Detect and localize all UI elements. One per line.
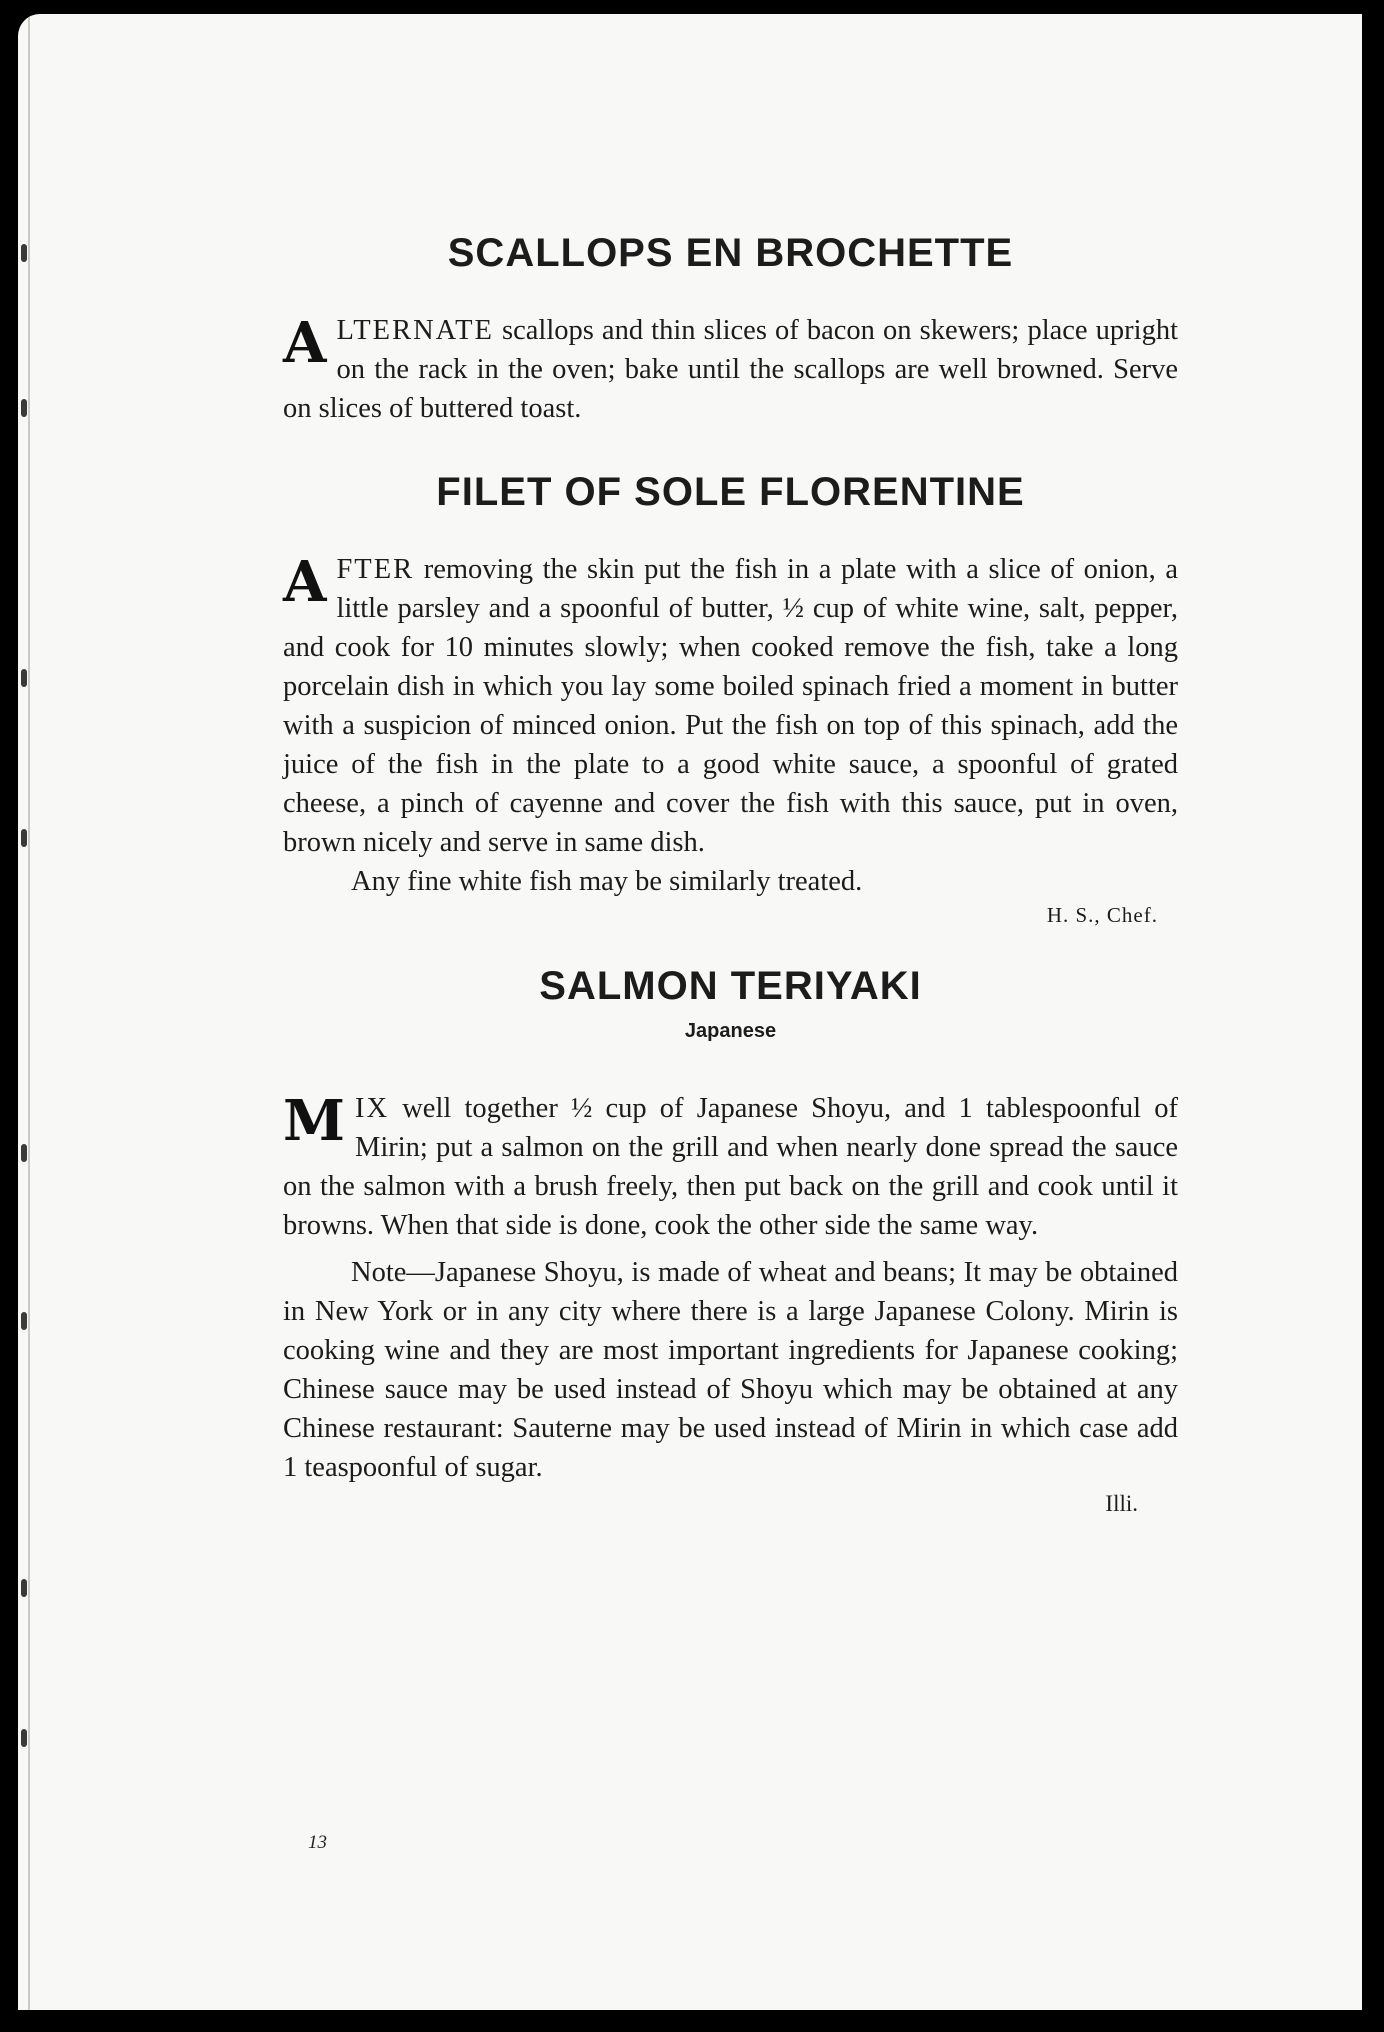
binding-stitch xyxy=(21,669,27,687)
drop-cap: M xyxy=(283,1088,345,1154)
recipe-text: scallops and thin slices of bacon on skewers; place upright on the rack in the oven; bake until the scallops are well browned. Serve on slices of buttered toast. xyxy=(283,315,1178,424)
recipe-body xyxy=(283,1089,1178,1245)
recipe-title: FILET OF SOLE FLORENTINE xyxy=(436,470,1025,514)
recipe-extra: Any fine white fish may be similarly treated. xyxy=(351,866,863,897)
binding-stitch xyxy=(21,1579,27,1597)
page-content xyxy=(283,229,1178,1517)
recipe-salmon-teriyaki xyxy=(283,962,1178,1517)
recipe-text: well together ½ cup of Japanese Shoyu, and 1 tablespoonful of Mirin; put a salmon on the grill and when nearly done spread the sauce on the salmon with a brush freely, then put back on the grill and cook until it browns. When that side is done, cook the other side the same way. xyxy=(283,1093,1178,1241)
drop-cap: A xyxy=(283,549,327,615)
book-page xyxy=(18,14,1362,2010)
recipe-scallops xyxy=(283,229,1178,428)
recipe-note: Note—Japanese Shoyu, is made of wheat and beans; It may be obtained in New York or in any city where there is a large Japanese Colony. Mirin is cooking wine and they are most important ingredients for Japanese cooking; Chinese sauce may be used instead of Shoyu which may be obtained at any Chinese restaurant: Sauterne may be used instead of Mirin in which case add 1 teaspoonful of sugar. xyxy=(283,1257,1178,1483)
binding-stitch xyxy=(21,1144,27,1162)
recipe-filet-of-sole xyxy=(283,468,1178,928)
recipe-text: removing the skin put the fish in a plate with a slice of onion, a little parsley and a spoonful of butter, ½ cup of white wine, salt, pepper, and cook for 10 minutes slowly; when cooked remove the fish, take a long porcelain dish in which you lay some boiled spinach fried a moment in butter with a suspicion of minced onion. Put the fish on top of this spinach, add the juice of the fish in the plate to a good white sauce, a spoonful of grated cheese, a pinch of cayenne and cover the fish with this sauce, put in oven, brown nicely and serve in same dish. xyxy=(283,554,1178,858)
recipe-body xyxy=(283,550,1178,862)
recipe-title: SALMON TERIYAKI xyxy=(539,964,922,1008)
lead-word: IX xyxy=(355,1093,390,1124)
lead-word: LTERNATE xyxy=(336,315,494,346)
binding-stitch xyxy=(21,244,27,262)
recipe-signature: Illi. xyxy=(1105,1491,1138,1516)
page-binding-edge xyxy=(18,14,30,2010)
drop-cap: A xyxy=(283,310,327,376)
page-number: 13 xyxy=(308,1832,327,1853)
binding-stitch xyxy=(21,829,27,847)
binding-stitch xyxy=(21,1312,27,1330)
binding-stitch xyxy=(21,1729,27,1747)
recipe-signature: H. S., Chef. xyxy=(1046,903,1158,927)
recipe-title: SCALLOPS EN BROCHETTE xyxy=(447,231,1014,275)
recipe-body xyxy=(283,311,1178,428)
recipe-subtitle: Japanese xyxy=(684,1020,777,1042)
binding-stitch xyxy=(21,399,27,417)
lead-word: FTER xyxy=(336,554,415,585)
